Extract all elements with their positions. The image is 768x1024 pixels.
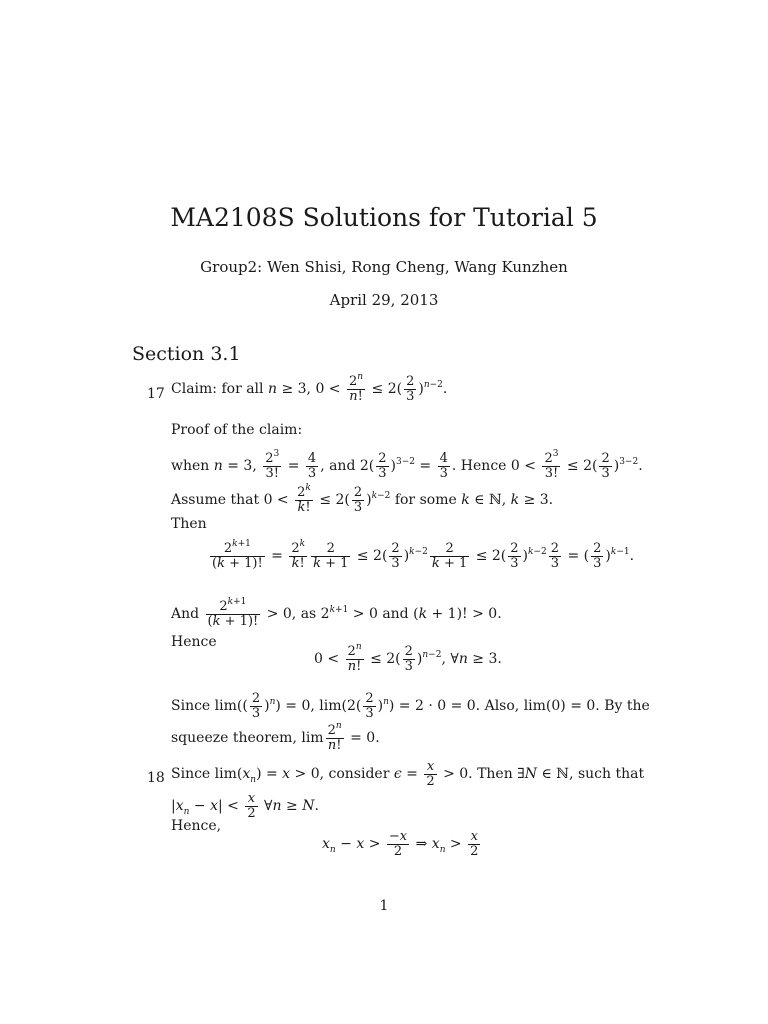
squeeze-line: squeeze theorem, lim $\frac{2^n}{n!}$ = 0. — [171, 721, 380, 753]
hence-label: Hence — [171, 634, 217, 650]
proof-label: Proof of the claim: — [171, 422, 303, 438]
page-number: 1 — [379, 898, 389, 914]
claim-line: Claim: for all n ≥ 3, 0 < $\frac{2^n}{n!}$ ≤ 2( $\frac{2}{3}$ )$^{n-2}$. — [171, 372, 448, 404]
positivity-line: And $\frac{2^{k+1}}{(k + 1)!}$ > 0, as $2^{k+1} > 0$ and (k + 1)! > 0. — [171, 597, 502, 629]
authors-line: Group2: Wen Shisi, Rong Cheng, Wang Kunzhen — [200, 258, 568, 276]
section-heading: Section 3.1 — [132, 343, 241, 365]
base-case-line: when n = 3, $\frac{2^3}{3!}$ = $\frac{4}{3}$ , and 2( $\frac{2}{3}$ )$^{3-2}$ = $\frac{4}{3}$ . Hence 0 < $\frac{2^3}{3!}$ ≤ 2( $\frac{2}{3}$ )$^{3-2}$. — [171, 449, 643, 481]
document-title: MA2108S Solutions for Tutorial 5 — [170, 203, 598, 232]
claim-prefix: Claim: for all — [171, 381, 268, 398]
problem-number-18: 18 — [147, 770, 165, 786]
problem18-inequality: $x_n - x$ > $\frac{-x}{2}$ ⇒ $x_n$ > $\frac{x}{2}$ — [322, 829, 479, 859]
since-word-18: Since — [171, 766, 211, 783]
problem18-hence: Hence, — [171, 818, 222, 834]
since-word: Since — [171, 698, 211, 715]
squeeze-text: squeeze theorem, — [171, 730, 297, 747]
conclusion-equation: 0 < $\frac{2^n}{n!}$ ≤ 2( $\frac{2}{3}$ )$^{n-2}$, ∀n ≥ 3. — [314, 642, 502, 674]
then-label: Then — [171, 516, 207, 532]
problem-number-17: 17 — [147, 386, 165, 402]
limit-line: Since lim(( $\frac{2}{3}$ )$^n$) = 0, lim(2( $\frac{2}{3}$ )$^n$) = 2 · 0 = 0. Also, lim(0) = 0. By the — [171, 691, 650, 721]
induction-step-equation: $\frac{2^{k+1}}{(k + 1)!}$ = $\frac{2^k}{k!}$ $\frac{2}{k + 1}$ ≤ 2( $\frac{2}{3}$ )$^{k-2}$ $\frac{2}{k + 1}$ ≤ 2( $\frac{2}{3}$ )$^{k-2}$ $\frac{2}{3}$ = ( $\frac{2}{3}$ )$^{k-1}$. — [212, 539, 635, 571]
date-line: April 29, 2013 — [329, 291, 439, 309]
problem18-line2: $|x_n - x|$ < $\frac{x}{2}$ ∀n ≥ N. — [171, 791, 319, 821]
problem18-line1: Since $\lim(x_n) = x > 0$, consider ϵ = $\frac{x}{2}$ > 0. Then ∃N ∈ ℕ, such that — [171, 759, 645, 789]
induction-hypothesis-line: Assume that 0 < $\frac{2^k}{k!}$ ≤ 2( $\frac{2}{3}$ )$^{k-2}$ for some k ∈ ℕ, k ≥ 3. — [171, 483, 554, 515]
